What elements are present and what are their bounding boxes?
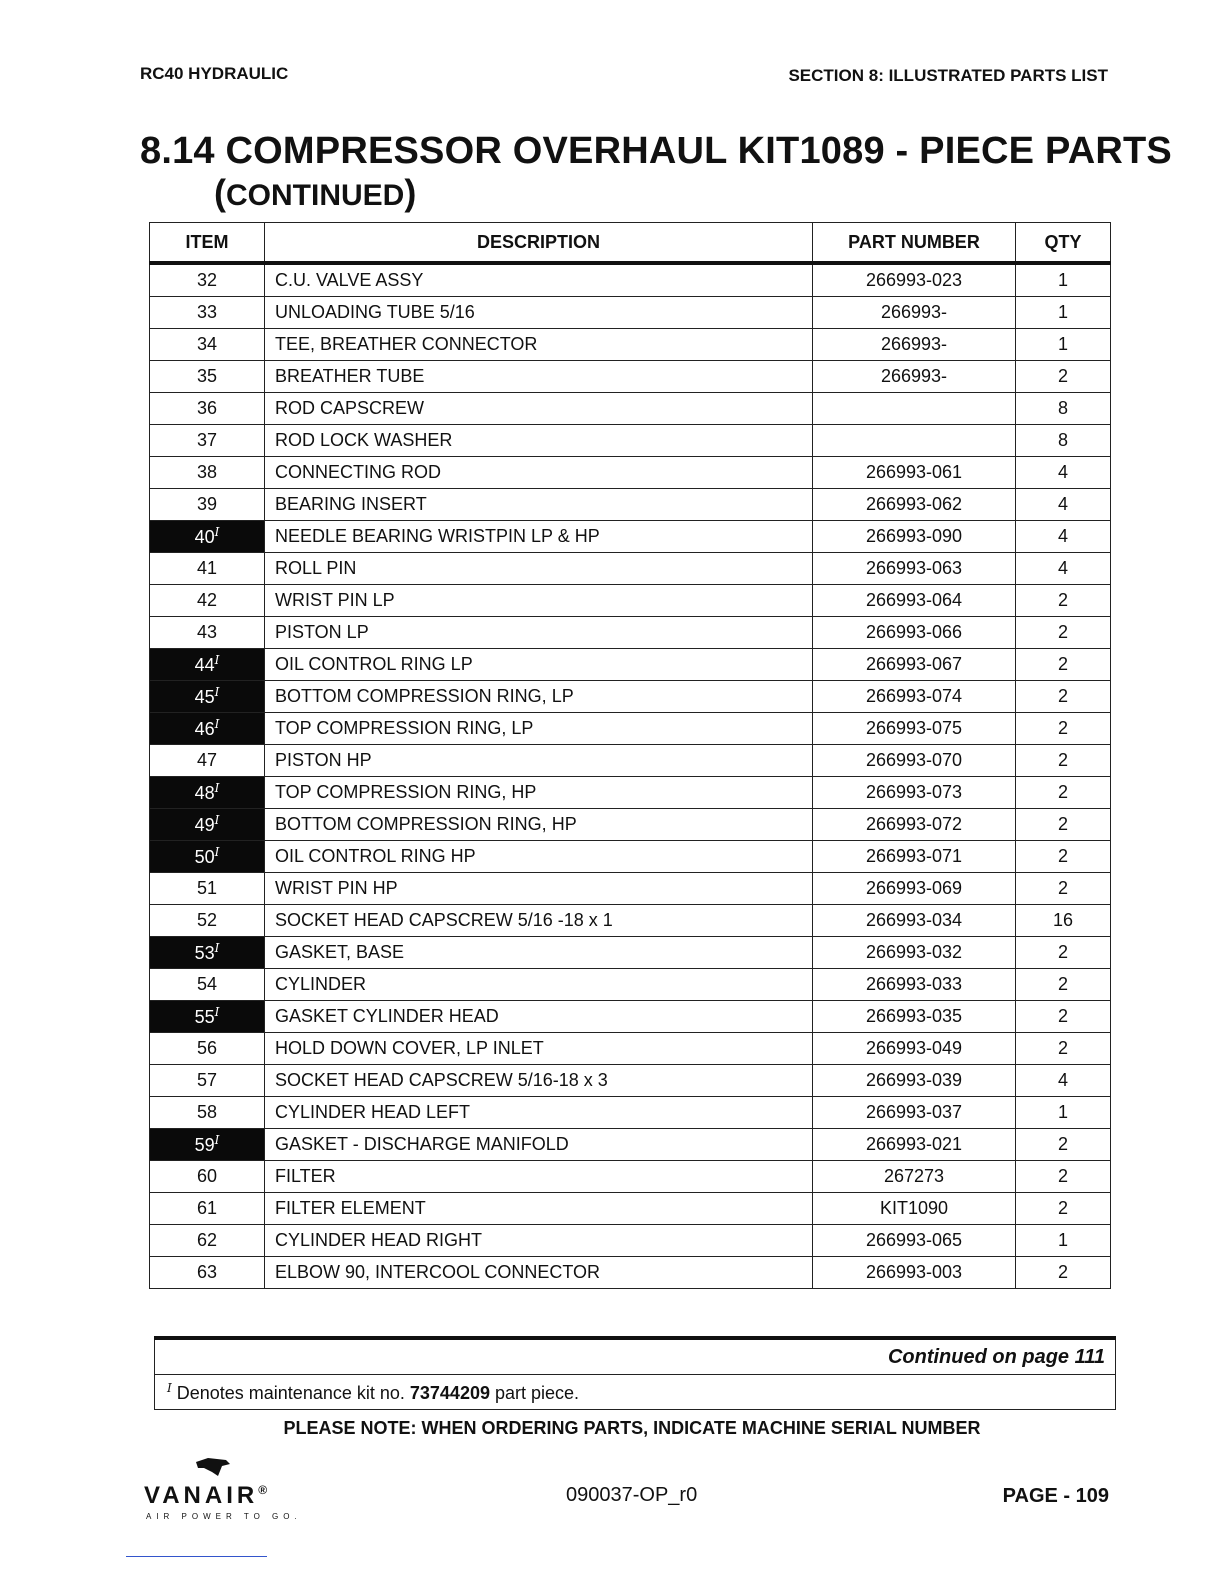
part-number-cell	[813, 425, 1016, 457]
item-number: 58	[196, 1102, 218, 1122]
qty-cell: 4	[1016, 457, 1111, 489]
kit-marker: I	[167, 1380, 172, 1395]
part-number-cell: 266993-063	[813, 553, 1016, 585]
item-number: 45	[194, 687, 215, 707]
table-row	[150, 393, 1111, 425]
qty-cell: 2	[1016, 1193, 1111, 1225]
item-number: 46	[194, 719, 215, 739]
item-cell	[150, 1033, 265, 1065]
qty-cell: 1	[1016, 1097, 1111, 1129]
part-number-cell: 266993-072	[813, 809, 1016, 841]
item-cell	[150, 713, 265, 745]
item-cell	[150, 905, 265, 937]
description-cell: PISTON HP	[265, 745, 813, 777]
description-cell: CYLINDER HEAD RIGHT	[265, 1225, 813, 1257]
item-number: 33	[196, 302, 218, 322]
qty-cell: 2	[1016, 777, 1111, 809]
qty-cell: 2	[1016, 649, 1111, 681]
bottom-link-underline	[126, 1556, 267, 1557]
item-cell	[150, 1097, 265, 1129]
table-header-row	[150, 223, 1111, 264]
part-number-cell: 266993-033	[813, 969, 1016, 1001]
part-number-cell: 266993-066	[813, 617, 1016, 649]
part-number-cell: 266993-065	[813, 1225, 1016, 1257]
col-part-number: PART NUMBER	[813, 223, 1016, 264]
description-cell: PISTON LP	[265, 617, 813, 649]
item-cell	[150, 1225, 265, 1257]
description-cell: BOTTOM COMPRESSION RING, LP	[265, 681, 813, 713]
description-cell: GASKET - DISCHARGE MANIFOLD	[265, 1129, 813, 1161]
item-cell	[150, 393, 265, 425]
ordering-note: PLEASE NOTE: WHEN ORDERING PARTS, INDICATE MACHINE SERIAL NUMBER	[283, 1418, 981, 1438]
part-number-cell: 266993-062	[813, 489, 1016, 521]
item-cell	[150, 585, 265, 617]
item-number: 39	[196, 494, 218, 514]
qty-cell: 2	[1016, 873, 1111, 905]
page-title: 8.14 COMPRESSOR OVERHAUL KIT1089 - PIECE PARTS	[140, 130, 1172, 172]
item-number: 34	[196, 334, 218, 354]
page-subtitle: (CONTINUED)	[214, 172, 417, 213]
item-cell	[150, 617, 265, 649]
continued-note: Continued on page 111	[155, 1338, 1116, 1375]
item-number: 35	[196, 366, 218, 386]
description-cell: OIL CONTROL RING HP	[265, 841, 813, 873]
item-number: 44	[194, 655, 215, 675]
description-cell: WRIST PIN HP	[265, 873, 813, 905]
qty-cell: 1	[1016, 263, 1111, 297]
description-cell: UNLOADING TUBE 5/16	[265, 297, 813, 329]
qty-cell: 2	[1016, 1161, 1111, 1193]
item-number: 36	[196, 398, 218, 418]
qty-cell: 2	[1016, 585, 1111, 617]
description-cell: BOTTOM COMPRESSION RING, HP	[265, 809, 813, 841]
description-cell: FILTER ELEMENT	[265, 1193, 813, 1225]
table-row	[150, 553, 1111, 585]
item-number: 63	[196, 1262, 218, 1282]
qty-cell: 2	[1016, 745, 1111, 777]
kit-marker: I	[214, 653, 220, 667]
logo-name-text: VANAIR	[144, 1482, 259, 1509]
description-cell: GASKET CYLINDER HEAD	[265, 1001, 813, 1033]
qty-cell: 8	[1016, 425, 1111, 457]
item-cell	[150, 1161, 265, 1193]
kit-footnote	[155, 1375, 1116, 1410]
description-cell: CYLINDER	[265, 969, 813, 1001]
description-cell: C.U. VALVE ASSY	[265, 263, 813, 297]
description-cell: CYLINDER HEAD LEFT	[265, 1097, 813, 1129]
part-number-cell: 266993-	[813, 297, 1016, 329]
item-number: 37	[196, 430, 218, 450]
item-number: 56	[196, 1038, 218, 1058]
part-number-cell: 266993-037	[813, 1097, 1016, 1129]
logo-name	[144, 1482, 267, 1510]
qty-cell: 4	[1016, 489, 1111, 521]
item-cell	[150, 553, 265, 585]
table-row	[150, 489, 1111, 521]
qty-cell: 16	[1016, 905, 1111, 937]
col-description: DESCRIPTION	[265, 223, 813, 264]
qty-cell: 4	[1016, 553, 1111, 585]
item-number: 55	[194, 1007, 215, 1027]
part-number-cell: 266993-075	[813, 713, 1016, 745]
description-cell: TOP COMPRESSION RING, HP	[265, 777, 813, 809]
table-row	[150, 457, 1111, 489]
footnote-suffix: part piece.	[489, 1382, 580, 1403]
qty-cell: 2	[1016, 713, 1111, 745]
qty-cell: 2	[1016, 841, 1111, 873]
part-number-cell: 266993-070	[813, 745, 1016, 777]
item-number: 47	[196, 750, 218, 770]
qty-cell: 2	[1016, 361, 1111, 393]
description-cell: GASKET, BASE	[265, 937, 813, 969]
qty-cell: 2	[1016, 1033, 1111, 1065]
part-number-cell: 266993-039	[813, 1065, 1016, 1097]
item-number: 40	[194, 527, 215, 547]
parts-table	[149, 222, 1111, 1289]
subtitle-text: CONTINUED	[226, 179, 405, 212]
part-number-cell: 266993-073	[813, 777, 1016, 809]
description-cell: NEEDLE BEARING WRISTPIN LP & HP	[265, 521, 813, 553]
item-cell	[150, 841, 265, 873]
footnote-prefix: Denotes maintenance kit no.	[171, 1382, 410, 1403]
table-row	[150, 809, 1111, 841]
item-cell	[150, 425, 265, 457]
table-row	[150, 1193, 1111, 1225]
item-number: 49	[194, 815, 215, 835]
qty-cell: 1	[1016, 297, 1111, 329]
item-cell	[150, 521, 265, 553]
kit-marker: I	[214, 1005, 220, 1019]
col-qty: QTY	[1016, 223, 1111, 264]
part-number-cell: 266993-	[813, 329, 1016, 361]
table-row	[150, 905, 1111, 937]
item-number: 59	[194, 1135, 215, 1155]
part-number-cell: 266993-034	[813, 905, 1016, 937]
item-cell	[150, 681, 265, 713]
table-row	[150, 297, 1111, 329]
table-row	[150, 681, 1111, 713]
qty-cell: 8	[1016, 393, 1111, 425]
part-number-cell: 266993-035	[813, 1001, 1016, 1033]
part-number-cell: 266993-074	[813, 681, 1016, 713]
table-row	[150, 1001, 1111, 1033]
item-cell	[150, 457, 265, 489]
item-cell	[150, 777, 265, 809]
kit-marker: I	[214, 845, 220, 859]
item-number: 50	[194, 847, 215, 867]
table-row	[150, 1161, 1111, 1193]
qty-cell: 2	[1016, 809, 1111, 841]
description-cell: CONNECTING ROD	[265, 457, 813, 489]
item-cell	[150, 263, 265, 297]
table-row	[150, 1225, 1111, 1257]
table-row	[150, 1097, 1111, 1129]
qty-cell: 2	[1016, 937, 1111, 969]
item-cell	[150, 649, 265, 681]
table-row	[150, 969, 1111, 1001]
item-cell	[150, 745, 265, 777]
kit-marker: I	[214, 685, 220, 699]
logo-registered: ®	[258, 1483, 268, 1497]
kit-marker: I	[214, 813, 220, 827]
kit-marker: I	[214, 781, 220, 795]
item-cell	[150, 873, 265, 905]
item-number: 54	[196, 974, 218, 994]
page-number: PAGE - 109	[1002, 1485, 1109, 1507]
table-row	[150, 1129, 1111, 1161]
table-row	[150, 617, 1111, 649]
item-number: 32	[196, 270, 218, 290]
qty-cell: 4	[1016, 1065, 1111, 1097]
item-number: 41	[196, 558, 218, 578]
description-cell: HOLD DOWN COVER, LP INLET	[265, 1033, 813, 1065]
item-cell	[150, 297, 265, 329]
item-number: 42	[196, 590, 218, 610]
table-row	[150, 1257, 1111, 1289]
part-number-cell: 266993-064	[813, 585, 1016, 617]
item-number: 48	[194, 783, 215, 803]
table-row	[150, 1033, 1111, 1065]
description-cell: ELBOW 90, INTERCOOL CONNECTOR	[265, 1257, 813, 1289]
kit-marker: I	[214, 525, 220, 539]
table-row	[150, 713, 1111, 745]
table-row	[150, 329, 1111, 361]
part-number-cell: 266993-003	[813, 1257, 1016, 1289]
qty-cell: 2	[1016, 681, 1111, 713]
item-cell	[150, 937, 265, 969]
description-cell: BEARING INSERT	[265, 489, 813, 521]
item-number: 61	[196, 1198, 218, 1218]
qty-cell: 1	[1016, 1225, 1111, 1257]
table-row	[150, 361, 1111, 393]
table-row	[150, 263, 1111, 297]
part-number-cell: 266993-061	[813, 457, 1016, 489]
item-cell	[150, 361, 265, 393]
item-cell	[150, 809, 265, 841]
item-number: 51	[196, 878, 218, 898]
part-number-cell: 266993-090	[813, 521, 1016, 553]
description-cell: WRIST PIN LP	[265, 585, 813, 617]
item-number: 52	[196, 910, 218, 930]
item-number: 62	[196, 1230, 218, 1250]
description-cell: ROD LOCK WASHER	[265, 425, 813, 457]
table-row	[150, 585, 1111, 617]
header-left: RC40 HYDRAULIC	[140, 64, 289, 83]
part-number-cell: KIT1090	[813, 1193, 1016, 1225]
item-cell	[150, 329, 265, 361]
item-number: 43	[196, 622, 218, 642]
table-row	[150, 841, 1111, 873]
item-cell	[150, 1001, 265, 1033]
item-cell	[150, 969, 265, 1001]
document-number: 090037-OP_r0	[566, 1484, 698, 1506]
part-number-cell: 266993-071	[813, 841, 1016, 873]
description-cell: SOCKET HEAD CAPSCREW 5/16 -18 x 1	[265, 905, 813, 937]
item-number: 38	[196, 462, 218, 482]
table-row	[150, 521, 1111, 553]
kit-marker: I	[214, 941, 220, 955]
item-cell	[150, 489, 265, 521]
qty-cell: 2	[1016, 1001, 1111, 1033]
qty-cell: 2	[1016, 1257, 1111, 1289]
description-cell: OIL CONTROL RING LP	[265, 649, 813, 681]
description-cell: FILTER	[265, 1161, 813, 1193]
qty-cell: 1	[1016, 329, 1111, 361]
table-row	[150, 745, 1111, 777]
part-number-cell: 266993-049	[813, 1033, 1016, 1065]
item-number: 60	[196, 1166, 218, 1186]
part-number-cell: 266993-023	[813, 263, 1016, 297]
description-cell: ROLL PIN	[265, 553, 813, 585]
part-number-cell: 266993-032	[813, 937, 1016, 969]
item-number: 57	[196, 1070, 218, 1090]
item-cell	[150, 1257, 265, 1289]
header-right: SECTION 8: ILLUSTRATED PARTS LIST	[788, 66, 1108, 85]
part-number-cell: 266993-067	[813, 649, 1016, 681]
description-cell: TEE, BREATHER CONNECTOR	[265, 329, 813, 361]
qty-cell: 2	[1016, 1129, 1111, 1161]
table-footer	[154, 1336, 1116, 1410]
qty-cell: 2	[1016, 617, 1111, 649]
qty-cell: 2	[1016, 969, 1111, 1001]
item-cell	[150, 1193, 265, 1225]
description-cell: ROD CAPSCREW	[265, 393, 813, 425]
part-number-cell: 266993-021	[813, 1129, 1016, 1161]
footnote-kit-no: 73744209	[409, 1382, 490, 1403]
table-row	[150, 873, 1111, 905]
kit-marker: I	[214, 1133, 220, 1147]
description-cell: BREATHER TUBE	[265, 361, 813, 393]
part-number-cell: 267273	[813, 1161, 1016, 1193]
item-cell	[150, 1129, 265, 1161]
table-row	[150, 425, 1111, 457]
table-row	[150, 777, 1111, 809]
kit-marker: I	[214, 717, 220, 731]
description-cell: SOCKET HEAD CAPSCREW 5/16-18 x 3	[265, 1065, 813, 1097]
part-number-cell: 266993-069	[813, 873, 1016, 905]
logo-tagline: AIR POWER TO GO.	[146, 1512, 302, 1521]
table-row	[150, 1065, 1111, 1097]
logo-mark-icon	[192, 1456, 232, 1478]
part-number-cell: 266993-	[813, 361, 1016, 393]
parts-table-body	[150, 263, 1111, 1289]
table-row	[150, 649, 1111, 681]
table-row	[150, 937, 1111, 969]
item-number: 53	[194, 943, 215, 963]
qty-cell: 4	[1016, 521, 1111, 553]
part-number-cell	[813, 393, 1016, 425]
col-item: ITEM	[150, 223, 265, 264]
description-cell: TOP COMPRESSION RING, LP	[265, 713, 813, 745]
item-cell	[150, 1065, 265, 1097]
